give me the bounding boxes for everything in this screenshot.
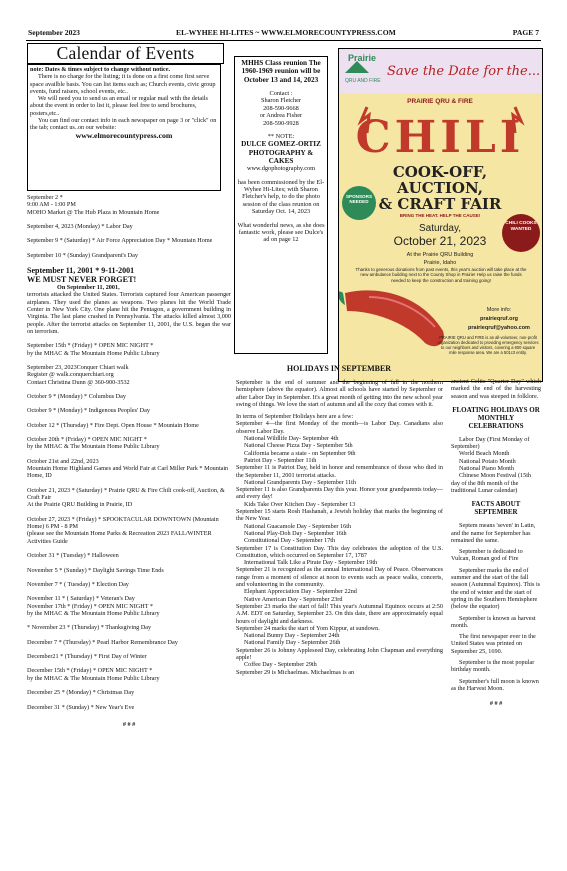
sidebar-column: [451, 378, 541, 708]
event-item: December 15th * (Friday) * OPEN MIC NIGHT *: [27, 667, 153, 675]
cooks-text: CHILI COOKS WANTED: [505, 221, 537, 232]
calendar-note-box: [27, 64, 221, 191]
holiday-item: September 24 marks the start of Yom Kippur, at sundown.: [236, 624, 380, 632]
nine-eleven-body: terrorists attacked the United States. Terrorists captured four American passenger airplanes. They used the planes as weapons. Two planes hit the World Trade Center in New York City. One plane hit the Pentagon, a government building in Virginia. The last plane crashed in Pennsylvania. The attacks killed almost 3,000 people. After the terrorist attacks on September 11, 2001, the U.S. began the war on terrorism.: [27, 291, 231, 335]
sponsors-badge: [342, 186, 376, 220]
reunion-title: MHHS Class reunion The 1960-1969 reunion will be October 13 and 14, 2023: [241, 59, 321, 84]
ad-website[interactable]: prairieqruf.org: [480, 316, 518, 322]
event-item: October 21, 2023 * (Saturday) * Prairie QRU & Fire Chili cook-off, Auction, & Craft Fair: [27, 486, 225, 502]
event-item: by the MHAC & The Mountain Home Public Library: [27, 349, 160, 357]
logo-title: Prairie: [348, 53, 377, 63]
floating-item: National Potato Month: [459, 457, 516, 465]
event-item: (please see the Mountain Home Parks & Recreation 2023 FALL/WINTER Activities Guide: [27, 530, 212, 545]
event-item: 9:00 AM - 1:00 PM: [27, 201, 76, 209]
holiday-item: Constitutional Day - September 17th: [244, 537, 336, 545]
event-item: September 9 * (Saturday) * Air Force Appreciation Day * Mountain Home: [27, 237, 213, 245]
event-item: November 7 * ( Tuesday) * Election Day: [27, 580, 129, 588]
tagline: BRING THE HEAT. HELP THE CAUSE!: [399, 213, 481, 218]
note-label: ** NOTE:: [267, 132, 295, 140]
floating-item: National Piano Month: [459, 465, 514, 473]
floating-item: World Beach Month: [459, 450, 510, 458]
fact-item: September is dedicated to Vulcan, Roman god of Fire: [451, 548, 523, 563]
holiday-item: Native American Day - September 23rd: [244, 595, 343, 603]
event-item: September 4, 2023 (Monday) * Labor Day: [27, 222, 133, 230]
note-heading: note: Dates & times subject to change without notice.: [30, 66, 171, 73]
holidays-intro: September is the end of summer and the beginning of fall in the northern hemisphere (above the equator). Almost all schools have started by September or after Labor Day in September. It's a great month of getting into the new school year swing of things. We love the start of autumn and all the cozy that comes with it.: [236, 379, 443, 408]
location-line-2: Prairie, Idaho: [423, 260, 457, 266]
note-paragraph: There is no charge for the listing; it is done on a first come first serve space availble basis. You can list items such as; Church events, civic group events, fund raisers, school events, etc..: [30, 73, 216, 95]
reunion-body: has been commissioned by the El-Wyhee Hi-Lites; with Sharon Fletcher's help, to do the photo session of the class reunion on Saturday Oct. 14, 2023: [237, 178, 325, 216]
holiday-item: September 17 is Constitution Day. This day celebrates the adoption of the U.S. Constitution, which occurred on September 17, 1787: [236, 544, 443, 559]
auction-line: AUCTION,: [397, 179, 483, 197]
header-title: EL-WYHEE HI-LITES ~ WWW.ELMORECOUNTYPRESS.COM: [176, 28, 396, 37]
craft-fair-line: & CRAFT FAIR: [378, 195, 502, 213]
event-day: Saturday,: [418, 223, 462, 234]
holiday-item: September 21 is recognized as the annual International Day of Peace. Observances range from a moment of silence at noon to events such as peace walks, concerts, and volunteering in the community.: [236, 566, 443, 589]
facts-title: FACTS ABOUT SEPTEMBER: [471, 500, 521, 517]
event-item: September 10 * (Sunday) Grandparent's Day: [27, 251, 138, 259]
sponsors-text: SPONSORS NEEDED: [345, 194, 373, 205]
calendar-end-mark: # # #: [122, 720, 136, 728]
contact-phone: 208-590-9928: [263, 119, 299, 127]
event-item: * November 23 * (Thursday) * Thanksgiving Day: [27, 624, 152, 632]
holiday-item: National Cheese Pizza Day - September 5th: [244, 442, 353, 450]
holiday-item: National Bunny Day - September 24th: [244, 632, 340, 640]
holiday-item: September 11 is Patriot Day, held in honor and remembrance of those who died in the September 11, 2001 terrorist attacks.: [236, 464, 443, 479]
event-item: September 23, 2023Conquer Chiari walk: [27, 364, 129, 372]
fact-item: September marks the end of summer and the start of the fall season (Autumnal Equinox). This is the end of winter and the start of spring in the Southern Hemisphere (below the equator): [451, 566, 541, 611]
event-item: by the MHAC & The Mountain Home Public Library: [27, 609, 160, 617]
fact-item: September is known as harvest month.: [451, 614, 536, 629]
header-date: September 2023: [28, 28, 80, 37]
holiday-item: International Talk Like a Pirate Day - September 19th: [244, 559, 378, 567]
event-item: November 17th * (Friday) * OPEN MIC NIGHT *: [27, 602, 154, 610]
holiday-item: National Play-Doh Day - September 16th: [244, 529, 347, 537]
holidays-article: [236, 379, 443, 676]
chili-headline: CHILI: [355, 112, 525, 163]
note-paragraph: We will need you to send us an email or regular mail with the details about the event in order to list it, please feel free to send brochures, posters,etc..: [30, 95, 208, 117]
reunion-footer: What wonderful news, as she does fantastic work, please see Dulce's ad on page 12: [237, 221, 325, 244]
holiday-item: National Grandparents Day - September 11th: [244, 478, 356, 486]
calendar-title: Calendar of Events: [27, 43, 224, 64]
event-item: November 11 * ( Saturday) * Veteran's Day: [27, 595, 135, 603]
holiday-item: Kids Take Over Kitchen Day - September 13: [244, 500, 356, 508]
contact-label: Contact :: [269, 89, 293, 97]
header-page-number: PAGE 7: [512, 28, 539, 37]
nine-eleven-date: September 11, 2001 * 9-11-2001: [27, 266, 135, 276]
ad-footer: PRAIRIE QRU and FIRE is an all-volunteer, non-profit organization dedicated to providing emergency services to our neighbors and visitors, covering a 600 square mile response area. We are a 501c3 entity.: [437, 335, 539, 356]
floating-item: Labor Day (First Monday of September): [451, 435, 530, 451]
event-item: October 9 * (Monday) * Indigenous Peoples' Day: [27, 407, 150, 415]
event-item: October 12 * (Thursday) * Fire Dept. Open House * Mountain Home: [27, 421, 199, 429]
event-item: November 5 * (Sunday) * Daylight Savings Time Ends: [27, 566, 164, 574]
chili-cookoff-ad: [338, 48, 543, 382]
floating-title: FLOATING HOLIDAYS OR MONTHLY CELEBRATIONS: [452, 405, 540, 430]
holiday-item: National Family Day - September 26th: [244, 639, 341, 647]
cookoff-line: COOK-OFF,: [392, 163, 488, 181]
ad-email[interactable]: prairieqruf@yahoo.com: [468, 325, 530, 331]
holidays-title: HOLIDAYS IN SEPTEMBER: [286, 364, 392, 373]
event-item: MOHO Market @ The Hub Plaza in Mountain Home: [27, 208, 160, 216]
org-name: PRAIRIE QRU & FIRE: [407, 98, 473, 105]
holiday-item: Coffee Day - September 29th: [244, 661, 317, 669]
event-item: December21 * (Thursday) * First Day of Winter: [27, 653, 147, 661]
event-item: Mountain Home Highland Games and World Fair at Carl Miller Park * Mountain Home, ID: [27, 465, 229, 480]
nine-eleven-headline: WE MUST NEVER FORGET!: [27, 275, 137, 285]
contact-name: Sharon Fletcher: [260, 97, 302, 105]
event-item: October 9 * (Monday) * Columbus Day: [27, 393, 126, 400]
event-item: At the Prairie QRU Building in Prairie, ID: [27, 501, 133, 509]
chili-cooks-badge: [502, 214, 540, 252]
event-item: September 2 *: [27, 194, 63, 201]
more-info-label: More info:: [486, 307, 512, 313]
event-date: October 21, 2023: [393, 234, 487, 248]
fact-item: September is the most popular birthday month.: [451, 659, 535, 674]
event-item: October 20th * (Friday) * OPEN MIC NIGHT *: [27, 436, 147, 444]
holiday-item: Elephant Appreciation Day - September 22nd: [244, 588, 357, 596]
event-item: by the MHAC & The Mountain Home Public Library: [27, 443, 160, 451]
facts-end-mark: # # #: [489, 700, 503, 708]
nine-eleven-subhead: On September 11, 2001,: [57, 284, 120, 292]
holidays-lead: In terms of September Holidays here are a few:: [236, 413, 354, 421]
holiday-item: National Guacamole Day - September 16th: [244, 522, 352, 530]
thanks-text: Thanks to generous donations from past events, this year's auction will take place at the new ambulance building next to the County Shop in Prairie! Help us raise the funds needed to keep the construction and training going!: [355, 267, 527, 283]
event-item: Register @ walk.conquerchiari.org: [27, 371, 114, 379]
reunion-box: [234, 56, 328, 354]
holiday-item: September 23 marks the start of fall! This year's Autumnal Equinox occurs at 2:50 A.M. EDT on Saturday, September 23. On this date, there are approximately equal hours of daylight and darkness.: [236, 602, 443, 625]
holiday-item: September 26 is Johnny Appleseed Day, celebrating John Chapman and everything apple!: [236, 646, 443, 661]
event-item: Contact Christina Dunn @ 360-900-3532: [27, 378, 130, 386]
fact-item: September's full moon is known as the Harvest Moon.: [451, 677, 539, 692]
holiday-item: September 29 is Michaelmas. Michaelmas is an: [236, 668, 355, 676]
location-line-1: At the Prairie QRU Building: [406, 252, 474, 258]
page-header: [26, 26, 541, 41]
holiday-item: National Wildlife Day- September 4th: [244, 435, 339, 443]
event-item: December 7 * (Thursday) * Pearl Harbor Remembrance Day: [27, 638, 178, 646]
holiday-item: September 15 starts Rosh Hashanah, a Jewish holiday that marks the beginning of the New Year.: [236, 508, 443, 523]
holiday-item: California became a state - on September 9th: [244, 449, 356, 457]
fact-item: The first newspaper ever in the United States was printed on September 25, 1690.: [451, 633, 536, 655]
contact-name: or Andrea Fisher: [259, 112, 303, 120]
website-link[interactable]: www.elmorecountypress.com: [75, 130, 173, 140]
holiday-item: Patriot Day - September 11th: [244, 456, 317, 464]
holiday-item: September 4—the first Monday of the month—is Labor Day. Canadians also observe Labor Day.: [236, 420, 443, 435]
event-item: October 21st and 22nd, 2023: [27, 457, 99, 465]
studio-name: DULCE GOMEZ-ORTIZ PHOTOGRAPHY & CAKES: [241, 140, 321, 165]
event-item: by the MHAC & The Mountain Home Public Library: [27, 674, 160, 682]
contact-phone: 208-590-9668: [263, 104, 299, 112]
events-list: [27, 194, 231, 728]
event-item: October 27, 2023 * (Friday) * SPOOKTACULAR DOWNTOWN (Mountain Home) 6 PM - 8 PM: [27, 515, 219, 531]
newspaper-page: [26, 26, 541, 842]
event-item: December 25 * (Monday) * Christmas Day: [27, 689, 135, 697]
studio-url[interactable]: www.dgophotography.com: [246, 165, 316, 173]
holiday-item: September 11 is also Grandparents Day this year. Honor your grandparents today—and every day!: [236, 486, 443, 501]
holidays-continued: ancient Celtic "Quarter Day" which marked the end of the harvesting season and was steeped in folklore.: [451, 378, 541, 400]
fact-item: Septem means 'seven' in Latin, and the name for September has remained the same.: [451, 522, 536, 544]
event-item: September 15th * (Friday) * OPEN MIC NIGHT *: [27, 342, 154, 350]
floating-item: Chinese Moon Festival (15th day of the 8th month of the traditional Lunar calendar): [451, 472, 532, 494]
note-paragraph: You can find our contact info in each newspaper on page 3 or "click" on the tab; contact us..on our website:: [30, 117, 217, 132]
event-item: October 31 * (Tuesday) * Halloween: [27, 552, 119, 560]
event-item: December 31 * (Sunday) * New Year's Eve: [27, 703, 135, 711]
save-the-date: Save the Date for the...: [387, 64, 541, 79]
logo-subtitle: QRU AND FIRE: [345, 78, 381, 84]
